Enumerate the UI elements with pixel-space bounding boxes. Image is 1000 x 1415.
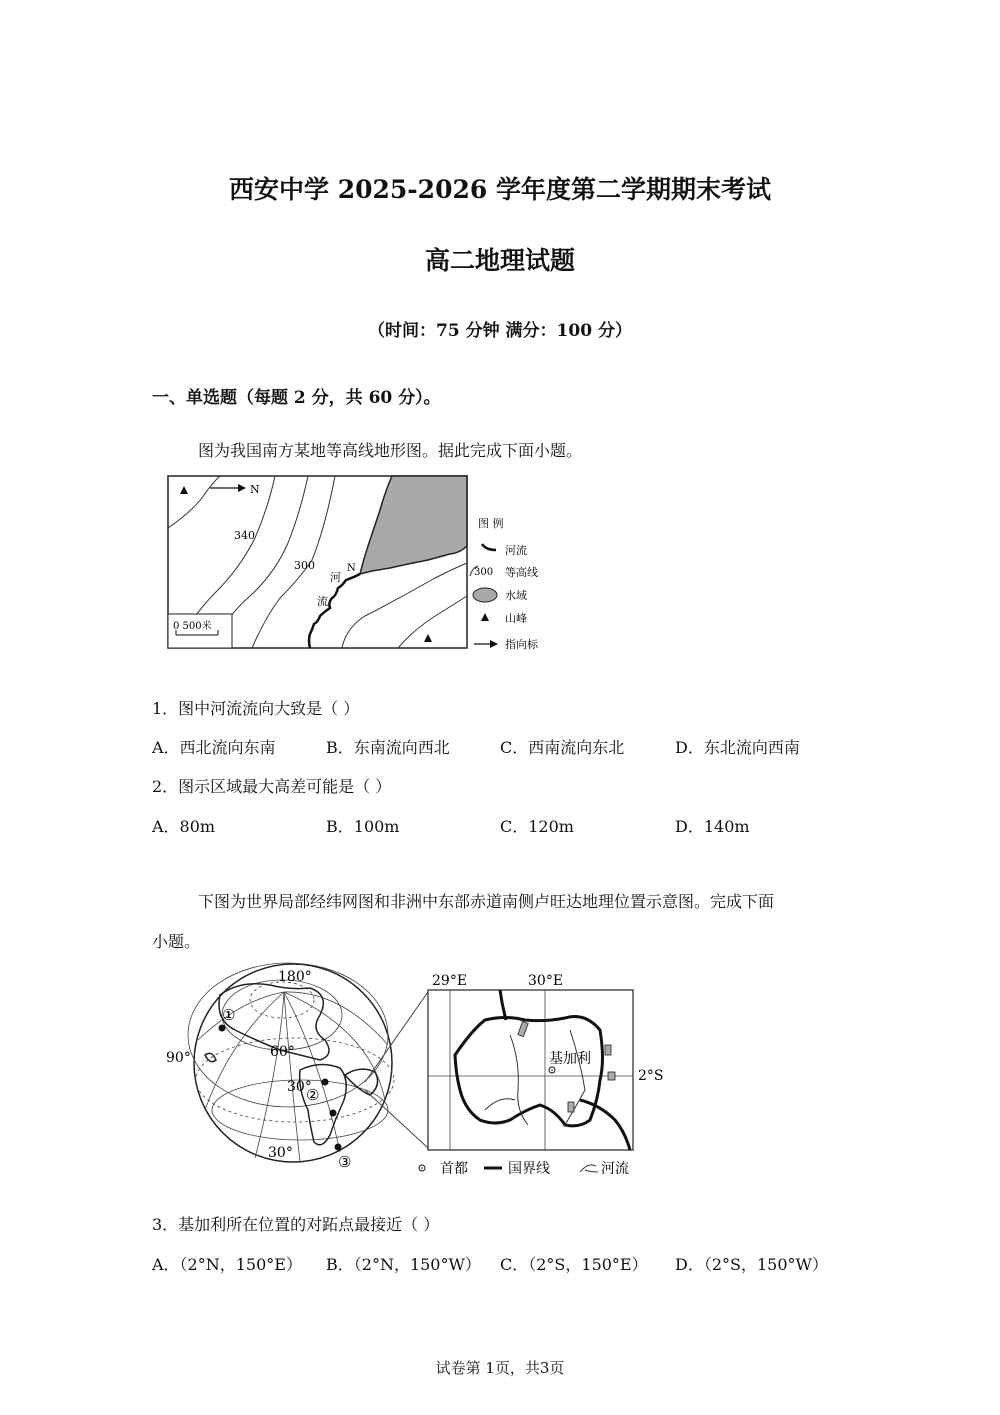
label-point-1: ① — [222, 1006, 236, 1024]
capital-label: 基加利 — [549, 1051, 591, 1067]
label-90: 90° — [166, 1050, 191, 1066]
legend-river-icon — [580, 1165, 598, 1172]
legend-river-2: 河流 — [601, 1161, 629, 1177]
q2-option-d[interactable]: D．140m — [675, 817, 750, 836]
legend-water: 水域 — [505, 589, 527, 602]
river-line — [309, 574, 360, 648]
legend-arrow: 指向标 — [505, 638, 538, 651]
group2-intro-line2: 小题。 — [152, 932, 201, 951]
point-1-marker — [219, 1025, 226, 1032]
point-2-marker — [322, 1079, 329, 1086]
legend-contour: 等高线 — [505, 566, 538, 579]
point-2b-marker — [330, 1110, 337, 1117]
q1-option-d[interactable]: D．东北流向西南 — [675, 738, 800, 757]
question-2-stem: 2．图示区域最大高差可能是（ ） — [152, 777, 392, 796]
label-180: 180° — [278, 969, 312, 985]
exam-meta: （时间：75 分钟 满分：100 分） — [368, 321, 632, 341]
q2-option-b[interactable]: B．100m — [326, 817, 400, 836]
legend-title: 图 例 — [478, 517, 504, 530]
legend-river-icon — [482, 544, 496, 550]
page-footer: 试卷第 1页，共3页 — [435, 1359, 565, 1377]
q2-option-c[interactable]: C．120m — [500, 817, 574, 836]
group1-intro: 图为我国南方某地等高线地形图。据此完成下面小题。 — [198, 441, 583, 460]
label-29e: 29°E — [432, 973, 468, 989]
legend-water-icon — [473, 588, 497, 602]
q3-option-b[interactable]: B．（2°N，150°W） — [326, 1255, 481, 1274]
contour-label-340: 340 — [234, 529, 255, 542]
label-30-south: 30° — [268, 1145, 293, 1161]
q1-option-c[interactable]: C．西南流向东北 — [500, 738, 625, 757]
label-point-2: ② — [306, 1086, 320, 1104]
river-label-2: 流 — [317, 595, 328, 608]
legend-peak: 山峰 — [505, 612, 527, 625]
river-label-1: 河 — [330, 571, 341, 584]
legend-capital: 首都 — [440, 1161, 468, 1177]
group2-intro-line1: 下图为世界局部经纬网图和非洲中东部赤道南侧卢旺达地理位置示意图。完成下面 — [198, 892, 775, 911]
legend-border: 国界线 — [508, 1161, 550, 1177]
contour-map — [160, 468, 560, 658]
north-label: N — [250, 483, 260, 496]
contour-label-300: 300 — [294, 559, 315, 572]
question-1-stem: 1．图中河流流向大致是（ ） — [152, 699, 360, 718]
q1-option-a[interactable]: A．西北流向东南 — [152, 738, 276, 757]
legend-peak-icon — [481, 613, 489, 621]
question-3-stem: 3．基加利所在位置的对跖点最接近（ ） — [152, 1215, 440, 1234]
legend-contour-num: 300 — [474, 567, 494, 578]
q3-option-c[interactable]: C．（2°S，150°E） — [500, 1255, 648, 1274]
label-2s: 2°S — [638, 1068, 664, 1084]
q3-option-d[interactable]: D．（2°S，150°W） — [675, 1255, 828, 1274]
water-body — [360, 476, 467, 574]
label-point-3: ③ — [338, 1153, 352, 1171]
exam-subtitle: 高二地理试题 — [424, 246, 575, 275]
exam-title: 西安中学 2025-2026 学年度第二学期期末考试 — [229, 175, 771, 204]
peak-icon — [180, 486, 188, 494]
label-30e: 30°E — [528, 973, 564, 989]
legend-river: 河流 — [505, 544, 527, 557]
label-60: 60° — [270, 1044, 295, 1060]
river-n-label: N — [347, 563, 356, 574]
globe-and-inset-map — [160, 960, 680, 1185]
scale-bar: 0 500米 — [173, 621, 212, 632]
q2-option-a[interactable]: A．80m — [152, 817, 216, 836]
q3-option-a[interactable]: A．（2°N，150°E） — [152, 1255, 302, 1274]
q1-option-b[interactable]: B．东南流向西北 — [326, 738, 450, 757]
label-30-north: 30° — [287, 1079, 312, 1095]
globe-outline — [194, 964, 392, 1162]
section-heading: 一、单选题（每题 2 分，共 60 分）。 — [152, 388, 441, 408]
point-3-marker — [335, 1144, 342, 1151]
peak-icon — [424, 634, 432, 642]
